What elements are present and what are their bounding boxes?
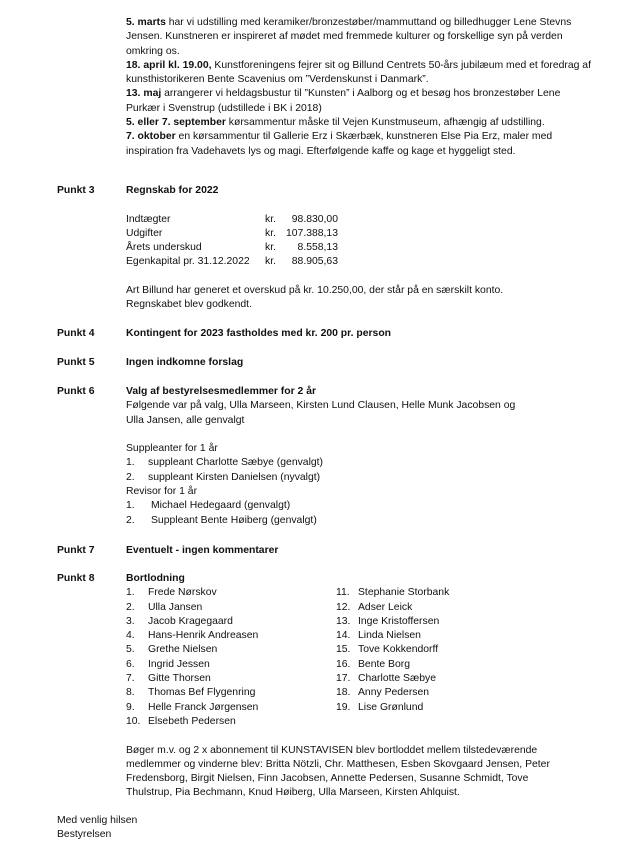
section-label: Punkt 6 (57, 386, 95, 397)
section-label: Punkt 8 (57, 573, 95, 584)
event-item: 7. oktober en kørsammentur til Gallerie Erz i Skærbæk, kunstneren Else Pia Erz, maler med inspiration fra Vadehavets lys og magi. Efterfølgende kaffe og kage et hyggeligt sted. (126, 131, 553, 157)
list-item: 4. Hans-Henrik Andreasen (126, 630, 259, 642)
events-paragraph (126, 16, 596, 159)
list-item: 1. Michael Hedegaard (genvalgt) (126, 500, 291, 512)
table-row: Egenkapital pr. 31.12.2022 kr. 88.905,63 (126, 256, 338, 268)
list-item: 2. Suppleant Bente Høiberg (genvalgt) (126, 514, 317, 526)
list-item: 17. Charlotte Sæbye (336, 673, 436, 685)
section-title: Eventuelt - ingen kommentarer (126, 545, 279, 556)
suppleant-heading: Suppleanter for 1 år (126, 443, 218, 455)
list-item: 7. Gitte Thorsen (126, 673, 211, 685)
section-title: Ingen indkomne forslag (126, 357, 244, 368)
signature: Bestyrelsen (57, 829, 112, 841)
table-row: Indtægter kr. 98.830,00 (126, 213, 338, 225)
section-label: Punkt 7 (57, 545, 95, 556)
list-item: 9. Helle Franck Jørgensen (126, 701, 259, 713)
lottery-winners-list (126, 586, 602, 729)
greeting: Med venlig hilsen (57, 815, 138, 826)
revisor-list (126, 499, 602, 528)
section-label: Punkt 3 (57, 185, 95, 196)
section-punkt-5 (57, 356, 602, 370)
list-item: 1. Frede Nørskov (126, 587, 217, 599)
closing (57, 814, 137, 843)
section-label: Punkt 5 (57, 357, 95, 368)
winners-column-2 (336, 586, 536, 729)
list-item: 1. suppleant Charlotte Sæbye (genvalgt) (126, 457, 324, 469)
list-item: 15. Tove Kokkendorff (336, 644, 439, 656)
list-item: 18. Anny Pedersen (336, 687, 430, 699)
list-item: 12. Adser Leick (336, 601, 413, 613)
list-item: 2. suppleant Kirsten Danielsen (nyvalgt) (126, 471, 321, 483)
list-item: 16. Bente Borg (336, 658, 410, 670)
list-item: 2. Ulla Jansen (126, 601, 203, 613)
accounts-approved: Regnskabet blev godkendt. (126, 299, 252, 311)
section-title: Valg af bestyrelsesmedlemmer for 2 år (126, 386, 317, 397)
list-item: 11. Stephanie Storbank (336, 587, 450, 599)
section-title: Bortlodning (126, 573, 185, 584)
table-row: Udgifter kr. 107.388,13 (126, 227, 338, 239)
election-text: Følgende var på valg, Ulla Marseen, Kirsten Lund Clausen, Helle Munk Jacobsen og (126, 400, 516, 412)
list-item: 14. Linda Nielsen (336, 630, 421, 642)
list-item: 5. Grethe Nielsen (126, 644, 218, 656)
list-item: 13. Inge Kristoffersen (336, 615, 440, 627)
event-item: 5. eller 7. september kørsammentur måske til Vejen Kunstmuseum, afhængig af udstilling. (126, 117, 545, 129)
section-punkt-7 (57, 544, 602, 558)
list-item: 8. Thomas Bef Flygenring (126, 687, 256, 699)
winners-column-1 (126, 586, 336, 729)
list-item: 10. Elsebeth Pedersen (126, 715, 236, 727)
prize-winners-paragraph: Bøger m.v. og 2 x abonnement til KUNSTAVISEN blev bortloddet mellem tilstedeværende medlemmer og vinderne blev: Britta Nötzli, Chr. Matthesen, Esben Skovgaard Jensen, Peter Fredensborg, Birgit Nielsen, Finn Jacobsen, Annette Pedersen, Susanne Schmidt, Tove Thulstrup, Pia Bechmann, Knud Høiberg, Ulla Marseen, Kirsten Ahlquist. (126, 744, 550, 799)
revisor-heading: Revisor for 1 år (126, 486, 198, 498)
election-text: Ulla Jansen, alle genvalgt (126, 414, 245, 426)
event-item: 13. maj arrangerer vi heldagsbustur til ”Kunsten” i Aalborg og et besøg hos bronzestøber Lene Purkær i Svenstrup (udstillede i BK i 2018) (126, 88, 561, 114)
accounts-note: Art Billund har generet et overskud på kr. 10.250,00, der står på en særskilt konto. (126, 285, 504, 297)
section-punkt-3 (57, 184, 602, 313)
list-item: 19. Lise Grønlund (336, 701, 424, 713)
list-item: 6. Ingrid Jessen (126, 658, 210, 670)
table-row: Årets underskud kr. 8.558,13 (126, 242, 338, 254)
section-label: Punkt 4 (57, 328, 95, 339)
event-item: 18. april kl. 19.00, Kunstforeningens fejrer sit og Billund Centrets 50-års jubilæum med et foredrag af kunsthistorikeren Bente Scavenius om ”Verdenskunst i Danmark”. (126, 59, 591, 86)
accounts-table (126, 213, 338, 270)
section-title: Regnskab for 2022 (126, 185, 219, 196)
section-title: Kontingent for 2023 fastholdes med kr. 200 pr. person (126, 328, 392, 339)
suppleant-list (126, 456, 602, 485)
event-item: 5. marts har vi udstilling med keramiker/bronzestøber/mammuttand og billedhugger Lene Stevns Jensen. Kunstneren er inspireret af mødet med fremmede kulturer og forskellige syn på verden omkring os. (126, 17, 572, 57)
section-punkt-6 (57, 385, 602, 528)
section-punkt-4 (57, 327, 602, 341)
section-punkt-8 (57, 572, 602, 801)
list-item: 3. Jacob Kragegaard (126, 615, 233, 627)
